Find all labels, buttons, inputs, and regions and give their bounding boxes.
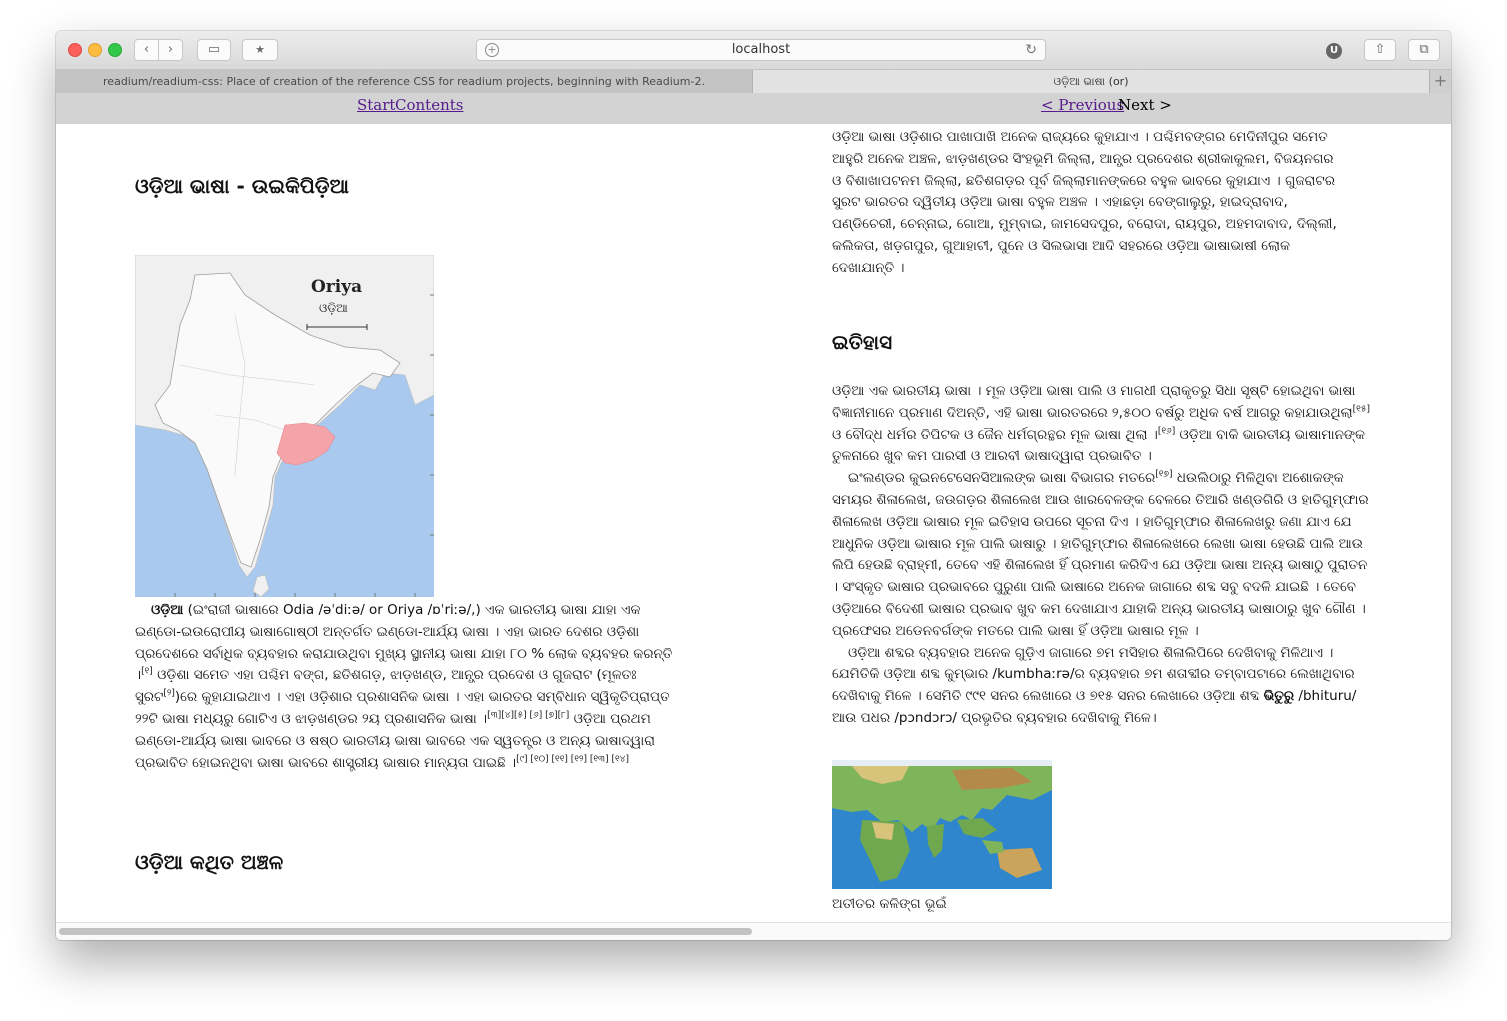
map-subtitle: ଓଡ଼ିଆ bbox=[319, 301, 348, 315]
india-map-graphic bbox=[135, 255, 434, 597]
reference-link[interactable]: [୨] bbox=[163, 688, 175, 699]
section-heading-history: ଇତିହାସ bbox=[832, 330, 893, 354]
reference-link[interactable]: [୧୬] bbox=[1157, 426, 1176, 437]
reference-link[interactable]: [୩][୪][୫] [୬] [୭][୮] bbox=[487, 710, 570, 721]
star-icon: ★ bbox=[255, 43, 265, 56]
plus-icon: + bbox=[1433, 71, 1448, 90]
tab-readium-css[interactable]: readium/readium-css: Place of creation of the reference CSS for readium projects, beginning with Readium-2. bbox=[56, 70, 753, 93]
forward-button[interactable] bbox=[158, 39, 183, 61]
horizontal-scrollbar[interactable] bbox=[56, 922, 1451, 940]
section-heading-spoken-regions: ଓଡ଼ିଆ କଥିତ ଅଞ୍ଚଳ bbox=[135, 850, 284, 874]
intro-text-3: )ରେ କୁହାଯାଇଥାଏ । ଏହା ଓଡ଼ିଶାର ପ୍ରଶାସନିକ ଭାଷା । ଏହା ଭାରତର ସମ୍ବିଧାନ ସ୍ୱିକୃତିପ୍ରାପ୍ତ ୨୨ଟି ଭାଷା ମଧ୍ୟରୁ ଗୋଟିଏ ଓ ଝାଡ଼ଖଣ୍ଡର ୨ୟ ପ୍ରଶାସନିକ ଭାଷା । bbox=[135, 689, 670, 727]
reference-link[interactable]: [୧] bbox=[141, 666, 153, 677]
contents-link[interactable]: Contents bbox=[395, 96, 464, 114]
page-title: ଓଡ଼ିଆ ଭାଷା - ଉଇକିପିଡ଼ିଆ bbox=[135, 174, 349, 198]
chevron-left-icon: ‹ bbox=[143, 42, 150, 57]
browser-window bbox=[56, 31, 1451, 940]
history-text-4: ଇଂଲଣ୍ଡର କୁଇନଟେସେନସିଆଲଙ୍କ ଭାଷା ବିଭାଗର ମତରେ bbox=[848, 470, 1156, 487]
new-tab-button[interactable] bbox=[1429, 70, 1451, 93]
scrollbar-thumb[interactable] bbox=[59, 928, 752, 935]
ublock-extension-icon[interactable]: U bbox=[1326, 43, 1342, 59]
intro-bold-term: ଓଡ଼ିଆ bbox=[151, 602, 184, 618]
browser-toolbar bbox=[56, 31, 1451, 70]
intro-text-4: ଓଡ଼ିଆ ପ୍ରଥମ ଇଣ୍ଡୋ-ଆର୍ଯ୍ୟ ଭାଷା ଭାବରେ ଓ ଷଷ୍ଠ ଭାରତୀୟ ଭାଷା ଭାବରେ ଏକ ସ୍ୱତନ୍ତ୍ର ଓ ଅନ୍ୟ ଭାଷାଦ୍ୱାରା ପ୍ରଭାବିତ ହୋଇନଥିବା ଭାଷା ଭାବରେ ଶାସ୍ତ୍ରୀୟ ଭାଷାର ମାନ୍ୟତା ପାଇଛି । bbox=[135, 710, 655, 771]
tab-odia-language[interactable]: ଓଡ଼ିଆ ଭାଷା (or) bbox=[753, 70, 1429, 93]
reference-link[interactable]: [୧୫] bbox=[1352, 404, 1370, 415]
sidebar-icon: ▭ bbox=[207, 42, 221, 57]
reference-link[interactable]: [୧୭] bbox=[1155, 469, 1173, 480]
tab-bar bbox=[56, 70, 1451, 94]
history-text-5: ଧଉଲିଠାରୁ ମିଳିଥିବା ଅଶୋକଙ୍କ ସମୟର ଶିଳାଲେଖ, ଜଉଗଡ଼ର ଶିଳାଲେଖ ଆଉ ଖାରବେଳଙ୍କ ବେଳରେ ତିଆରି ଖଣ୍ଡଗିରି ଓ ହାତିଗୁମ୍ଫାର ଶିଳାଲେଖ ଓଡ଼ିଆ ଭାଷାର ମୂଳ ଇତିହାସ ଉପରେ ସୂଚନା ଦିଏ । ହାତିଗୁମ୍ଫାର ଶିଳାଲେଖରୁ ଜଣା ଯାଏ ଯେ ଆଧୁନିକ ଓଡ଼ିଆ ଭାଷାର ମୂଳ ପାଲି ଭାଷାରୁ । ହାତିଗୁମ୍ଫାର ଶିଳାଲେଖରେ ଲେଖା ଭାଷା ହେଉଛି ପାଲି ଆଉ ଲିପି ହେଉଛି ବ୍ରାହ୍ମୀ, ତେବେ ଏହି ଶିଳାଲେଖ ହିଁ ପ୍ରମାଣ କରିଦିଏ ଯେ ଓଡ଼ିଆ ଭାଷା ଅନ୍ୟ ଭାଷାଠୁ ପୁରାତନ । ସଂସ୍କୃତ ଭାଷାର ପ୍ରଭାବରେ ପୁରୁଣା ପାଲି ଭାଷାରେ ଅନେକ ଜାଗାରେ ଶବ୍ଦ ସବୁ ବଦଳି ଯାଇଛି । ତେବେ ଓଡ଼ିଆରେ ବିଦେଶୀ ଭାଷାର ପ୍ରଭାବ ଖୁବ କମ ଦେଖାଯାଏ ଯାହାକି ଅନ୍ୟ ଭାରତୀୟ ଭାଷାଠାରୁ ଖୁବ ଗୌଣ । ପ୍ରଫେସର ଅଡେନବର୍ଗଙ୍କ ମତରେ ପାଲି ଭାଷା ହିଁ ଓଡ଼ିଆ ଭାଷାର ମୂଳ । bbox=[832, 470, 1369, 639]
map-title: Oriya bbox=[311, 277, 363, 297]
sidebar-toggle-button[interactable] bbox=[197, 39, 231, 61]
plus-circle-icon[interactable]: + bbox=[485, 43, 499, 57]
start-link[interactable]: Start bbox=[357, 96, 396, 114]
intro-paragraph bbox=[135, 600, 673, 774]
history-bold-word: ଭିତୁରୁ bbox=[1263, 688, 1295, 705]
share-button[interactable] bbox=[1364, 39, 1396, 61]
reference-link[interactable]: [୯] [୧୦] [୧୧] [୧୨] [୧୩] [୧୪] bbox=[516, 754, 629, 765]
bookmarks-button[interactable] bbox=[242, 39, 278, 61]
reload-icon[interactable]: ↻ bbox=[1025, 42, 1037, 58]
previous-link[interactable]: < Previous bbox=[1041, 96, 1125, 114]
spoken-regions-paragraph: ଓଡ଼ିଆ ଭାଷା ଓଡ଼ିଶାର ପାଖାପାଖି ଅନେକ ରାଜ୍ୟରେ କୁହାଯାଏ । ପଶ୍ଚିମବଙ୍ଗର ମେଦିନୀପୁର ସମେତ ଆହୁରି ଅନେକ ଅଞ୍ଚଳ, ଝାଡ଼ଖଣ୍ଡର ସିଂହଭୂମି ଜିଲ୍ଲା, ଆନ୍ଧ୍ର ପ୍ରଦେଶର ଶ୍ରୀକାକୁଲମ, ବିଜୟନଗର ଓ ବିଶାଖାପଟନମ ଜିଲ୍ଲା, ଛତିଶଗଡ଼ର ପୂର୍ବ ଜିଲ୍ଲାମାନଙ୍କରେ ବହୁଳ ଭାବରେ କୁହାଯାଏ । ଗୁଜରାଟର ସୁରଟ ଭାରତର ଦ୍ୱିତୀୟ ଓଡ଼ିଆ ଭାଷା ବହୁଳ ଅଞ୍ଚଳ । ଏହାଛଡ଼ା ବେଙ୍ଗାଲୁରୁ, ହାଇଦ୍ରାବାଦ, ପଣ୍ଡିଚେରୀ, ଚେନ୍ନାଇ, ଗୋଆ, ମୁମ୍ବାଇ, ଜାମସେଦପୁର, ବରୋଦା, ରାୟପୁର, ଅହମଦାବାଦ, ଦିଲ୍ଲୀ, କଲିକତା, ଖଡ଼ଗପୁର, ଗୁଆହାଟୀ, ପୁନେ ଓ ସିଲଭାସା ଆଦି ସହରରେ ଓଡ଼ିଆ ଭାଷାଭାଷୀ ଲୋକ ଦେଖାଯାନ୍ତି । bbox=[832, 129, 1337, 276]
chevron-right-icon: › bbox=[167, 42, 174, 57]
image-caption: ଅତୀତର କଳିଙ୍ଗ ଭୂଇଁ bbox=[832, 896, 947, 912]
intro-text-2: ଓଡ଼ିଶା ସମେତ ଏହା ପଶ୍ଚିମ ବଙ୍ଗ, ଛତିଶଗଡ଼, ଝାଡ଼ଖଣ୍ଡ, ଆନ୍ଧ୍ର ପ୍ରଦେଶ ଓ ଗୁଜରାଟ (ମୂଳତଃ ସୁରଟ bbox=[135, 667, 637, 706]
reader-content bbox=[56, 124, 1451, 924]
show-tabs-button[interactable] bbox=[1408, 39, 1440, 61]
world-map-graphic bbox=[832, 760, 1052, 889]
address-bar[interactable] bbox=[476, 39, 1046, 61]
history-text-7: /bhituru/ ଆଉ ପଧର /pɔndɔrɔ/ ପ୍ରଭୃତିର ବ୍ୟବହାର ଦେଖିବାକୁ ମିଳେ। bbox=[832, 688, 1357, 726]
minimize-window-button[interactable] bbox=[88, 43, 102, 57]
history-text-3: ଓଡ଼ିଆ ବାକି ଭାରତୀୟ ଭାଷାମାନଙ୍କ ତୁଳନାରେ ଖୁବ କମ ପାରସୀ ଓ ଆରବୀ ଭାଷାଦ୍ୱାରା ପ୍ରଭାବିତ । bbox=[832, 426, 1366, 465]
next-label[interactable]: Next > bbox=[1118, 96, 1172, 114]
history-text-1: ଓଡ଼ିଆ ଏକ ଭାରତୀୟ ଭାଷା । ମୂଳ ଓଡ଼ିଆ ଭାଷା ପାଲି ଓ ମାଗଧୀ ପ୍ରାକୃତରୁ ସିଧା ସୃଷ୍ଟି ହୋଇଥିବା ଭାଷା ବିଜ୍ଞାନୀମାନେ ପ୍ରମାଣ ଦିଅନ୍ତି, ଏହି ଭାଷା ଭାରତରରେ ୨,୫୦୦ ବର୍ଷରୁ ଅଧିକ ବର୍ଷ ଆଗରୁ କହାଯାଉଥିଲା bbox=[832, 383, 1356, 421]
back-button[interactable] bbox=[134, 39, 159, 61]
reader-navigation bbox=[56, 93, 1451, 124]
share-icon: ⇧ bbox=[1374, 42, 1386, 57]
zoom-window-button[interactable] bbox=[108, 43, 122, 57]
intro-text-1: (ଇଂରାଜୀ ଭାଷାରେ Odia /əˈdiːə/ or Oriya /ɒˈriːə/,) ଏକ ଭାରତୀୟ ଭାଷା ଯାହା ଏକ ଇଣ୍ଡୋ-ଇଉରୋପୀୟ ଭାଷାଗୋଷ୍ଠୀ ଅନ୍ତର୍ଗତ ଇଣ୍ଡୋ-ଆର୍ଯ୍ୟ ଭାଷା । ଏହା ଭାରତ ଦେଶର ଓଡ଼ିଶା ପ୍ରଦେଶରେ ସର୍ବାଧିକ ବ୍ୟବହାର କରାଯାଉଥିବା ମୁଖ୍ୟ ସ୍ଥାନୀୟ ଭାଷା ଯାହା ୮୦ % ଲୋକ ବ୍ୟବହର କରନ୍ତି । bbox=[135, 602, 673, 684]
history-text-2: ଓ ବୌଦ୍ଧ ଧର୍ମର ତିପିଟକ ଓ ଜୈନ ଧର୍ମଗ୍ରନ୍ଥର ମୂଳ ଭାଷା ଥିଲା । bbox=[832, 426, 1158, 443]
address-url[interactable]: localhost bbox=[731, 42, 791, 57]
tabs-icon: ⧉ bbox=[1419, 42, 1429, 57]
history-text-6: ଓଡ଼ିଆ ଶବ୍ଦର ବ୍ୟବହାର ଅନେକ ଗୁଡ଼ିଏ ଜାଗାରେ ୭ମ ମସିହାର ଶିଳାଲିପିରେ ଦେଖିବାକୁ ମିଳିଥାଏ । ଯେମିତିକି ଓଡ଼ିଆ ଶବ୍ଦ କୁମ୍ଭାର /kumbhaːrə/ର ବ୍ୟବହାର ୭ମ ଶତାବ୍ଦୀର ତମ୍ବାପଟାରେ ଲେଖାଥିବାର ଦେଖିବାକୁ ମିଳେ । ସେମିତି ୯୯୧ ସନର ଲେଖାରେ ଓ ୭୧୫ ସନର ଲେଖାରେ ଓଡ଼ିଆ ଶବ୍ଦ bbox=[832, 644, 1355, 705]
oriya-map-image bbox=[135, 255, 434, 597]
close-window-button[interactable] bbox=[68, 43, 82, 57]
history-paragraph bbox=[832, 381, 1377, 730]
kalinga-world-map-image bbox=[832, 760, 1052, 889]
